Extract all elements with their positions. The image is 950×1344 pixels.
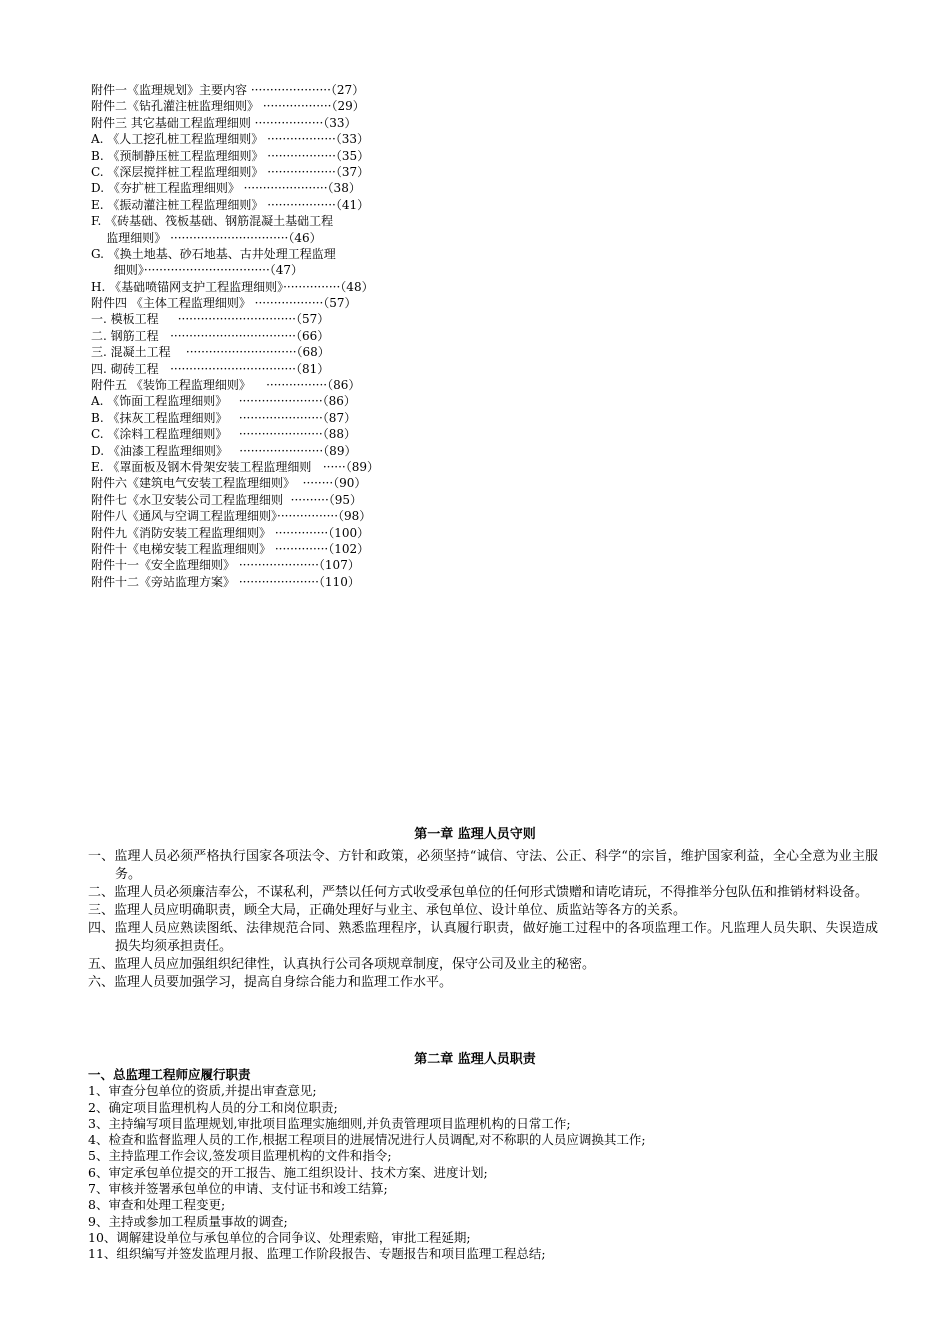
toc-entry: 附件六《建筑电气安装工程监理细则》 ········（90） <box>91 476 367 491</box>
toc-entry: A. 《饰面工程监理细则》 ······················（86） <box>91 394 356 409</box>
duty-item: 9、主持或参加工程质量事故的调查; <box>88 1213 288 1229</box>
toc-entry: C. 《深层搅拌桩工程监理细则》 ··················（37） <box>91 164 370 179</box>
toc-entry: 附件十一《安全监理细则》 ·····················（107） <box>91 558 360 573</box>
duty-item: 5、主持监理工作会议,签发项目监理机构的文件和指令; <box>88 1148 392 1164</box>
toc-entry: 附件三 其它基础工程监理细则 ··················（33） <box>91 115 357 130</box>
toc-entry: 附件十《电梯安装工程监理细则》 ··············（102） <box>91 541 370 556</box>
toc-entry: 二. 钢筋工程 ·································（66） <box>91 328 330 343</box>
duty-item: 4、检查和监督监理人员的工作,根据工程项目的进展情况进行人员调配,对不称职的人员应调换其工作; <box>88 1132 646 1148</box>
chapter-1-rules <box>88 848 878 992</box>
duty-item: 8、审查和处理工程变更; <box>88 1197 226 1213</box>
toc-entry: D. 《油漆工程监理细则》 ······················（89） <box>91 443 357 458</box>
toc-entry: 附件四 《主体工程监理细则》 ··················（57） <box>91 296 357 311</box>
toc-entry: 监理细则》 ·······························（46） <box>91 230 322 245</box>
toc-entry: 附件八《通风与空调工程监理细则》················（98） <box>91 509 372 524</box>
toc-entry: H. 《基础喷锚网支护工程监理细则》···············（48） <box>91 279 374 294</box>
toc-entry: D. 《夯扩桩工程监理细则》 ······················（38） <box>91 181 361 196</box>
duty-item: 7、审核并签署承包单位的申请、支付证书和竣工结算; <box>88 1181 388 1197</box>
toc-entry: 附件二《钻孔灌注桩监理细则》 ··················（29） <box>91 99 365 114</box>
duty-item: 3、主持编写项目监理规划,审批项目监理实施细则,并负责管理项目监理机构的日常工作; <box>88 1115 571 1131</box>
toc-entry: 四. 砌砖工程 ·································（81） <box>91 361 330 376</box>
toc-entry: 附件七《水卫安装公司工程监理细则 ··········（95） <box>91 492 363 507</box>
toc-entry: 附件九《消防安装工程监理细则》 ··············（100） <box>91 525 370 540</box>
rule-item: 三、监理人员应明确职责，顾全大局，正确处理好与业主、承包单位、设计单位、质监站等各方的关系。 <box>88 903 687 918</box>
toc-entry: 附件一《监理规划》主要内容 ·····················（27） <box>91 83 365 97</box>
toc-entry: C. 《涂料工程监理细则》 ······················（88） <box>91 427 357 442</box>
toc-entry: 一. 模板工程 ·······························（57） <box>91 312 330 327</box>
rule-item: 四、监理人员应熟读图纸、法律规范合同、熟悉监理程序，认真履行职责，做好施工过程中的各项监理工作。凡监理人员失职、失误造成损失均须承担责任。 <box>88 921 878 954</box>
rule-item: 六、监理人员要加强学习，提高自身综合能力和监理工作水平。 <box>88 975 453 990</box>
chapter-2-duties <box>88 1067 888 1263</box>
duty-item: 11、组织编写并签发监理月报、监理工作阶段报告、专题报告和项目监理工程总结; <box>88 1246 546 1262</box>
chapter-1-title: 第一章 监理人员守则 <box>414 827 536 842</box>
table-of-contents <box>91 82 491 590</box>
section-heading: 一、总监理工程师应履行职责 <box>88 1067 251 1082</box>
toc-entry: 三. 混凝土工程 ·····························（68） <box>91 345 330 360</box>
duty-item: 10、调解建设单位与承包单位的合同争议、处理索赔，审批工程延期; <box>88 1229 471 1245</box>
toc-entry: 细则》·································（47） <box>91 263 304 278</box>
chapter-2-title: 第二章 监理人员职责 <box>414 1052 536 1067</box>
toc-entry: 附件十二《旁站监理方案》 ·····················（110） <box>91 574 360 589</box>
rule-item: 五、监理人员应加强组织纪律性，认真执行公司各项规章制度，保守公司及业主的秘密。 <box>88 957 596 972</box>
duty-item: 6、审定承包单位提交的开工报告、施工组织设计、技术方案、进度计划; <box>88 1164 488 1180</box>
toc-entry: F. 《砖基础、筏板基础、钢筋混凝土基础工程 <box>91 214 334 229</box>
toc-entry: B. 《预制静压桩工程监理细则》 ··················（35） <box>91 148 370 163</box>
toc-entry: G. 《换土地基、砂石地基、古井处理工程监理 <box>91 246 336 261</box>
duty-item: 1、审查分包单位的资质,并提出审查意见; <box>88 1083 317 1099</box>
toc-entry: E. 《振动灌注桩工程监理细则》 ··················（41） <box>91 197 370 212</box>
toc-entry: A. 《人工挖孔桩工程监理细则》 ··················（33） <box>91 132 370 147</box>
duty-item: 2、确定项目监理机构人员的分工和岗位职责; <box>88 1099 338 1115</box>
toc-entry: 附件五 《装饰工程监理细则》 ················（86） <box>91 378 361 393</box>
toc-entry: B. 《抹灰工程监理细则》 ······················（87） <box>91 410 357 425</box>
rule-item: 二、监理人员必须廉洁奉公，不谋私利，严禁以任何方式收受承包单位的任何形式馈赠和请吃请玩，不得推举分包队伍和推销材料设备。 <box>88 885 869 900</box>
toc-entry: E. 《罩面板及钢木骨架安装工程监理细则 ······（89） <box>91 459 379 474</box>
rule-item: 一、监理人员必须严格执行国家各项法令、方针和政策，必须坚持“诚信、守法、公正、科学“的宗旨，维护国家利益，全心全意为业主服务。 <box>88 849 878 882</box>
